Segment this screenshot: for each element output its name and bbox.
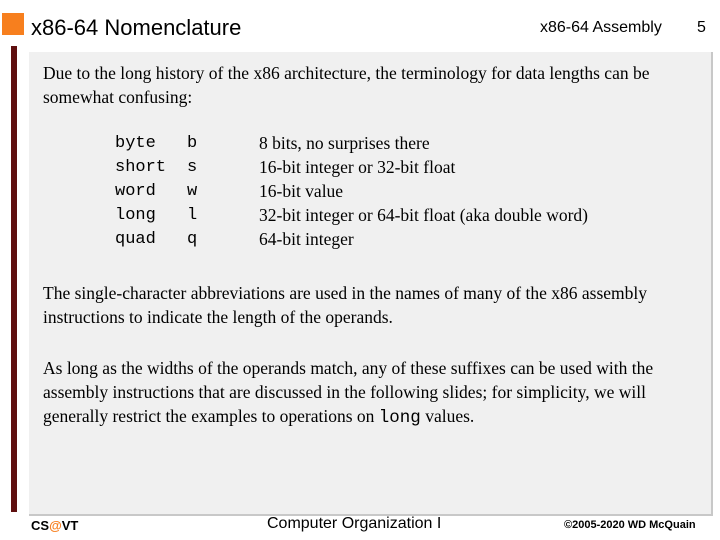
table-row xyxy=(115,179,588,203)
size-name: short xyxy=(115,157,167,177)
size-suffix: s xyxy=(187,157,198,177)
size-description: 32-bit integer or 64-bit float (aka double word) xyxy=(259,204,588,225)
table-row xyxy=(115,203,588,227)
data-size-table xyxy=(115,131,588,251)
size-name: quad xyxy=(115,229,156,249)
size-suffix: l xyxy=(187,205,198,225)
footer-cs-vt xyxy=(31,518,78,533)
size-description: 64-bit integer xyxy=(259,228,354,249)
operand-width-text-end: values. xyxy=(425,406,475,426)
suffix-usage-paragraph: The single-character abbreviations are used in the names of many of the x86 assembly instructions to indicate the length of the operands. xyxy=(43,283,648,327)
size-name: word xyxy=(115,181,156,201)
table-row xyxy=(115,227,588,251)
left-accent-bar xyxy=(11,46,17,512)
size-name: byte xyxy=(115,133,156,153)
course-label: x86-64 Assembly xyxy=(540,19,662,36)
slide-title: x86-64 Nomenclature xyxy=(31,15,242,40)
footer-vt: VT xyxy=(61,518,79,533)
footer-at: @ xyxy=(49,518,62,533)
size-suffix: q xyxy=(187,229,198,249)
footer-cs: CS xyxy=(31,518,50,533)
size-description: 8 bits, no surprises there xyxy=(259,132,430,153)
inline-code-long: long xyxy=(378,408,421,428)
operand-width-text: As long as the widths of the operands match, any of these suffixes can be used with the assembly instructions that are discussed in the following slides; for simplicity, we will generally restrict the examples to operations on xyxy=(43,358,654,426)
size-description: 16-bit integer or 32-bit float xyxy=(259,156,456,177)
footer-course-name: Computer Organization I xyxy=(267,515,442,532)
size-suffix: b xyxy=(187,133,198,153)
title-accent-square xyxy=(2,13,24,35)
intro-paragraph: Due to the long history of the x86 architecture, the terminology for data lengths can be somewhat confusing: xyxy=(43,63,650,107)
size-description: 16-bit value xyxy=(259,180,344,201)
footer-copyright: ©2005-2020 WD McQuain xyxy=(564,519,696,531)
size-suffix: w xyxy=(187,181,198,201)
table-row xyxy=(115,131,588,155)
size-name: long xyxy=(115,205,156,225)
operand-width-paragraph xyxy=(43,356,703,430)
table-row xyxy=(115,155,588,179)
page-number: 5 xyxy=(697,19,706,36)
